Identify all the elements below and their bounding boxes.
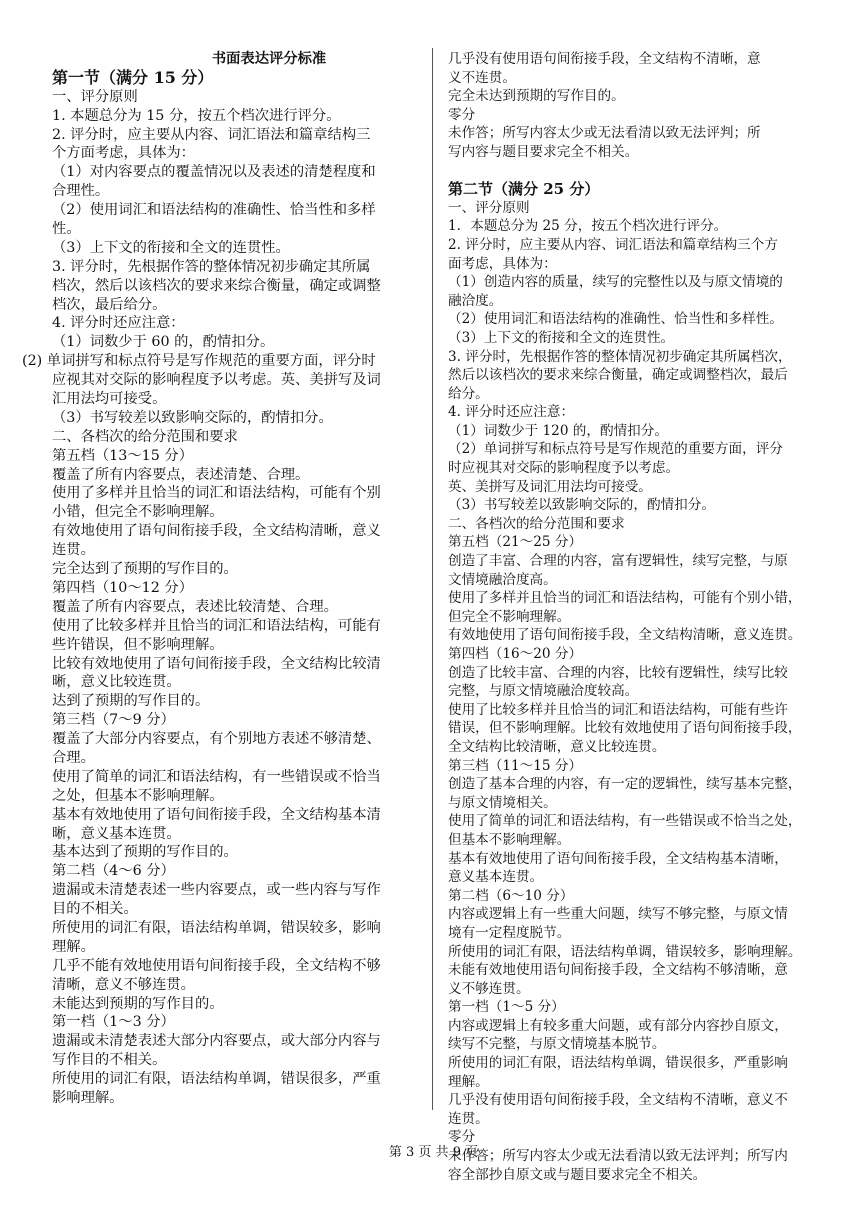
text-line: 使用了简单的词汇和语法结构，有一些错误或不恰当之处， <box>448 813 802 830</box>
text-line: 些许错误，但不影响理解。 <box>52 636 224 653</box>
text-line: （3）上下文的衔接和全文的连贯性。 <box>448 329 675 346</box>
text-line: 4. 评分时还应注意： <box>52 315 185 332</box>
section-heading: 第一节（满分 15 分） <box>52 68 214 87</box>
text-line: 一、评分原则 <box>52 88 138 105</box>
text-line: (2) 单词拼写和标点符号是写作规范的重要方面，评分时 <box>22 353 376 370</box>
text-line: 基本有效地使用了语句间衔接手段，全文结构基本清晰， <box>448 850 788 867</box>
text-line: （2）使用词汇和语法结构的准确性、恰当性和多样 <box>52 202 376 219</box>
text-line: 内容或逻辑上有一些重大问题，续写不够完整，与原文情 <box>448 906 788 923</box>
text-line: 汇用法均可接受。 <box>52 391 167 408</box>
text-line: 合理。 <box>52 749 95 766</box>
text-line: 零分 <box>448 1129 476 1146</box>
text-line: 连贯。 <box>52 542 95 559</box>
text-line: 理解。 <box>52 938 95 955</box>
text-line: （1）对内容要点的覆盖情况以及表述的清楚程度和 <box>52 164 376 181</box>
text-line: （3）书写较差以致影响交际的，酌情扣分。 <box>52 409 333 426</box>
text-line: 所使用的词汇有限，语法结构单调，错误很多，严重影响 <box>448 1055 788 1072</box>
text-line: 容全部抄自原文或与题目要求完全不相关。 <box>448 1166 707 1183</box>
text-line: 连贯。 <box>448 1110 489 1127</box>
text-line: 几乎不能有效地使用语句间衔接手段，全文结构不够 <box>52 957 381 974</box>
text-line: 比较有效地使用了语句间衔接手段，全文结构比较清 <box>52 655 381 672</box>
text-line: 第四档（10～12 分） <box>52 579 194 596</box>
text-line: 使用了多样并且恰当的词汇和语法结构，可能有个别小错， <box>448 590 802 607</box>
section-heading: 第二节（满分 25 分） <box>448 180 600 199</box>
text-line: 意义基本连贯。 <box>448 869 544 886</box>
text-line: 使用了简单的词汇和语法结构，有一些错误或不恰当 <box>52 768 381 785</box>
text-line: 全文结构比较清晰，意义比较连贯。 <box>448 738 666 755</box>
text-line: 有效地使用了语句间衔接手段，全文结构清晰，意义 <box>52 523 381 540</box>
text-line: 一、评分原则 <box>448 199 530 216</box>
text-line: 写作目的不相关。 <box>52 1052 167 1069</box>
text-line: 写内容与题目要求完全不相关。 <box>448 143 639 160</box>
text-line: 遗漏或未清楚表述一些内容要点，或一些内容与写作 <box>52 882 381 899</box>
text-line: 错误，但不影响理解。比较有效地使用了语句间衔接手段， <box>448 720 802 737</box>
text-line: 完全未达到预期的写作目的。 <box>448 88 625 105</box>
page-footer: 第 3 页 共 9 页 <box>388 1145 479 1160</box>
text-line: 融洽度。 <box>448 292 503 309</box>
text-line: 给分。 <box>448 385 489 402</box>
text-line: 创造了比较丰富、合理的内容，比较有逻辑性，续写比较 <box>448 664 788 681</box>
text-line: （1）创造内容的质量，续写的完整性以及与原文情境的 <box>448 274 783 291</box>
text-line: 4. 评分时还应注意： <box>448 404 575 421</box>
blank-line <box>448 162 824 181</box>
text-line: 二、各档次的给分范围和要求 <box>448 515 625 532</box>
left-column <box>22 50 426 1108</box>
text-line: 覆盖了所有内容要点，表述清楚、合理。 <box>52 466 310 483</box>
text-line: 小错，但完全不影响理解。 <box>52 504 224 521</box>
text-line: 与原文情境相关。 <box>448 794 557 811</box>
text-line: 第一档（1～3 分） <box>52 1014 175 1031</box>
text-line: 第二档（4～6 分） <box>52 863 175 880</box>
text-line: 第五档（21～25 分） <box>448 534 583 551</box>
text-line: 境有一定程度脱节。 <box>448 924 571 941</box>
text-line: （2）使用词汇和语法结构的准确性、恰当性和多样性。 <box>448 311 783 328</box>
text-line: 目的不相关。 <box>52 901 138 918</box>
text-line: 晰，意义比较连贯。 <box>52 674 181 691</box>
text-line: 晰，意义基本连贯。 <box>52 825 181 842</box>
text-line: 基本有效地使用了语句间衔接手段，全文结构基本清 <box>52 806 381 823</box>
text-line: 零分 <box>448 106 476 123</box>
text-line: 但完全不影响理解。 <box>448 608 571 625</box>
text-line: 未能达到预期的写作目的。 <box>52 995 224 1012</box>
text-line: 个方面考虑，具体为： <box>52 145 195 162</box>
text-line: 未能有效地使用语句间衔接手段，全文结构不够清晰，意 <box>448 962 788 979</box>
text-line: 第二档（6～10 分） <box>448 887 574 904</box>
text-line: 未作答；所写内容太少或无法看清以致无法评判；所写内 <box>448 1148 788 1165</box>
text-line: 清晰，意义不够连贯。 <box>52 976 195 993</box>
text-line: 义不够连贯。 <box>448 980 530 997</box>
text-line: （2）单词拼写和标点符号是写作规范的重要方面，评分 <box>448 441 783 458</box>
text-line: 影响理解。 <box>52 1089 124 1106</box>
text-line: 完整，与原文情境融洽度较高。 <box>448 683 639 700</box>
text-line: 档次，最后给分。 <box>52 296 167 313</box>
text-line: 覆盖了大部分内容要点，有个别地方表述不够清楚、 <box>52 731 381 748</box>
text-line: 第三档（7～9 分） <box>52 712 175 729</box>
text-line: 理解。 <box>448 1073 489 1090</box>
text-line: 3. 评分时，先根据作答的整体情况初步确定其所属档次， <box>448 348 792 365</box>
text-line: 几乎没有使用语句间衔接手段，全文结构不清晰，意 <box>448 51 761 67</box>
text-line: 英、美拼写及词汇用法均可接受。 <box>448 478 652 495</box>
text-line: （3）书写较差以致影响交际的，酌情扣分。 <box>448 497 715 514</box>
text-line: 之处，但基本不影响理解。 <box>52 787 224 804</box>
text-line: 使用了多样并且恰当的词汇和语法结构，可能有个别 <box>52 485 381 502</box>
text-line: 完全达到了预期的写作目的。 <box>52 561 238 578</box>
text-line: 所使用的词汇有限，语法结构单调，错误很多，严重 <box>52 1071 381 1088</box>
text-line: 内容或逻辑上有较多重大问题，或有部分内容抄自原文， <box>448 1017 788 1034</box>
text-line: 应视其对交际的影响程度予以考虑。英、美拼写及词 <box>52 372 381 389</box>
text-line: 第四档（16～20 分） <box>448 646 583 662</box>
text-line: 面考虑，具体为： <box>448 255 557 272</box>
text-line: 使用了比较多样并且恰当的词汇和语法结构，可能有些许 <box>448 701 788 718</box>
text-line: 文情境融洽度高。 <box>448 571 557 588</box>
text-line: 续写不完整，与原文情境基本脱节。 <box>448 1036 666 1053</box>
text-line: 覆盖了所有内容要点，表述比较清楚、合理。 <box>52 598 338 615</box>
text-line: 性。 <box>52 221 81 238</box>
text-line: 有效地使用了语句间衔接手段，全文结构清晰，意义连贯。 <box>448 627 802 644</box>
text-line: 但基本不影响理解。 <box>448 831 571 848</box>
text-line: 1. 本题总分为 15 分，按五个档次进行评分。 <box>52 107 341 124</box>
text-line: 义不连贯。 <box>448 69 516 86</box>
text-line: 基本达到了预期的写作目的。 <box>52 844 238 861</box>
text-line: 第五档（13～15 分） <box>52 447 194 464</box>
text-line: 创造了丰富、合理的内容，富有逻辑性，续写完整，与原 <box>448 553 788 570</box>
text-line: （1）词数少于 120 的，酌情扣分。 <box>448 422 668 439</box>
text-line: 达到了预期的写作目的。 <box>52 693 210 710</box>
text-line: 创造了基本合理的内容，有一定的逻辑性，续写基本完整， <box>448 776 802 793</box>
text-line: 二、各档次的给分范围和要求 <box>52 428 238 445</box>
text-line: 未作答；所写内容太少或无法看清以致无法评判；所 <box>448 125 761 142</box>
text-line: 遗漏或未清楚表述大部分内容要点，或大部分内容与 <box>52 1033 381 1050</box>
text-line: 时应视其对交际的影响程度予以考虑。 <box>448 460 680 477</box>
text-line: 2. 评分时，应主要从内容、词汇语法和篇章结构三个方 <box>448 236 778 253</box>
column-divider <box>432 48 433 1110</box>
text-line: 然后以该档次的要求来综合衡量，确定或调整档次，最后 <box>448 367 788 384</box>
text-line: （1）词数少于 60 的，酌情扣分。 <box>52 334 275 351</box>
text-line: 几乎没有使用语句间衔接手段，全文结构不清晰，意义不 <box>448 1092 788 1109</box>
text-line: 档次，然后以该档次的要求来综合衡量，确定或调整 <box>52 277 381 294</box>
text-line: 合理性。 <box>52 183 110 200</box>
document-title: 书面表达评分标准 <box>211 51 327 67</box>
text-line: 使用了比较多样并且恰当的词汇和语法结构，可能有 <box>52 617 381 634</box>
text-line: 3. 评分时，先根据作答的整体情况初步确定其所属 <box>52 258 371 275</box>
text-line: 所使用的词汇有限，语法结构单调，错误较多，影响 <box>52 919 381 936</box>
text-line: 2. 评分时，应主要从内容、词汇语法和篇章结构三 <box>52 126 371 143</box>
text-line: 第三档（11～15 分） <box>448 757 583 774</box>
text-line: 所使用的词汇有限，语法结构单调，错误较多，影响理解。 <box>448 943 802 960</box>
right-column <box>448 50 824 1184</box>
text-line: 第一档（1～5 分） <box>448 999 565 1016</box>
text-line: （3）上下文的衔接和全文的连贯性。 <box>52 239 290 256</box>
text-line: 1．本题总分为 25 分，按五个档次进行评分。 <box>448 218 728 235</box>
